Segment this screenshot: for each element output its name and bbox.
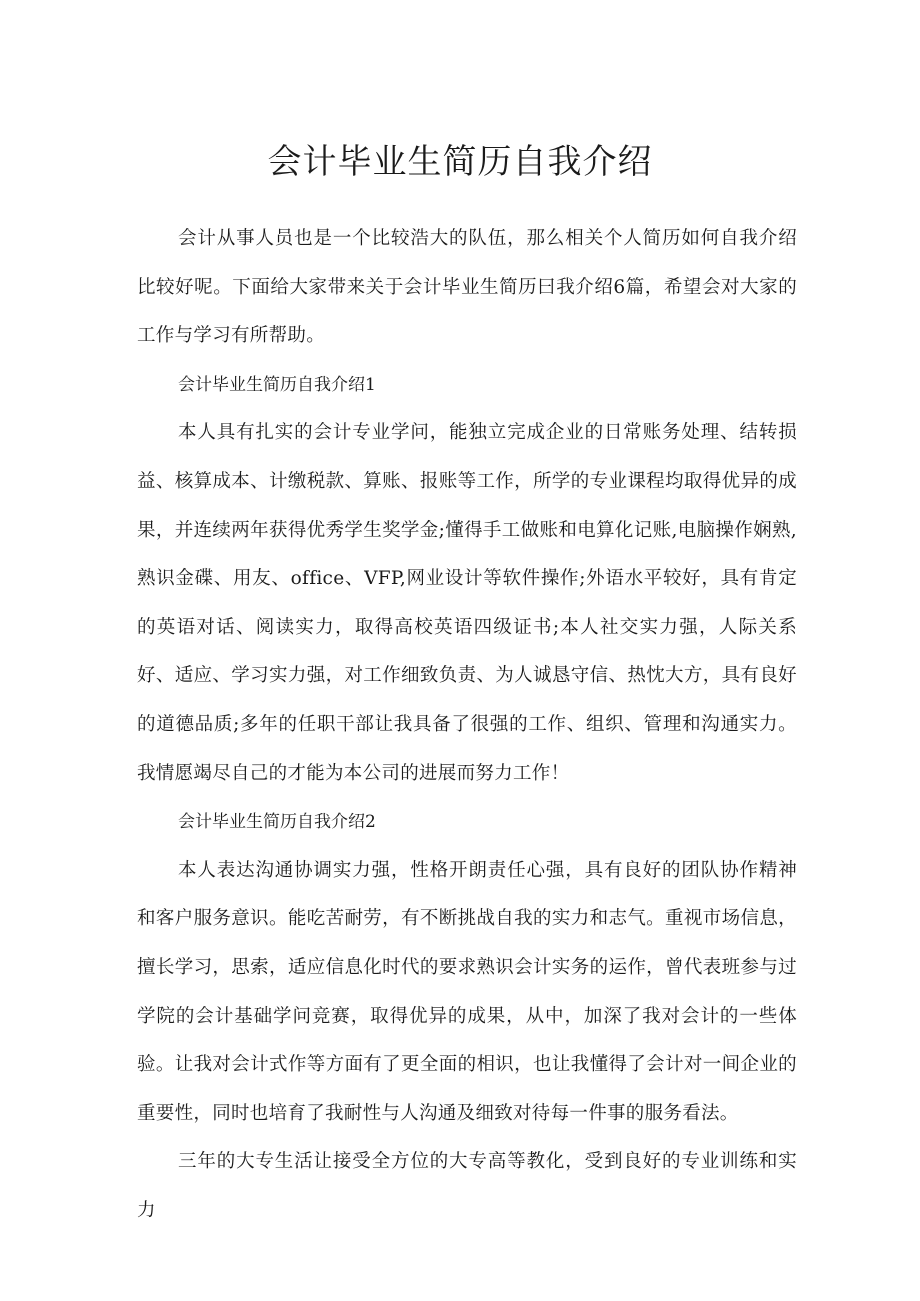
- intro-paragraph: 会计从事人员也是一个比较浩大的队伍，那么相关个人简历如何自我介绍比较好呢。下面给大家带来关于会计毕业生简历曰我介绍6篇，希望会对大家的工作与学习有所帮助。: [137, 228, 797, 347]
- section-heading-2: 会计毕业生简历自我介绍2: [178, 812, 376, 833]
- section-heading-1: 会计毕业生简历自我介绍1: [178, 374, 376, 395]
- section-2-paragraph-2: 三年的大专生活让接受全方位的大专高等教化，受到良好的专业训练和实力: [137, 1151, 797, 1221]
- document-body: [137, 215, 797, 1235]
- section-1-paragraph: 本人具有扎实的会计专业学问，能独立完成企业的日常账务处理、结转损益、核算成本、计缴税款、算账、报账等工作，所学的专业课程均取得优异的成果，并连续两年获得优秀学生奖学金;懂得手工做账和电算化记账,电脑操作娴熟,熟识金碟、用友、office、VFP,网业设计等软件操作;外语水平较好，具有肯定的英语对话、阅读实力，取得高校英语四级证书;本人社交实力强，人际关系好、适应、学习实力强，对工作细致负责、为人诚恳守信、热忱大方，具有良好的道德品质;多年的任职干部让我具备了很强的工作、组织、管理和沟通实力。我情愿竭尽自己的才能为本公司的进展而努力工作！: [137, 422, 797, 784]
- section-2-paragraph-1: 本人表达沟通协调实力强，性格开朗责任心强，具有良好的团队协作精神和客户服务意识。能吃苦耐劳，有不断挑战自我的实力和志气。重视市场信息，擅长学习，思索，适应信息化时代的要求熟识会计实务的运作，曾代表班参与过学院的会计基础学问竞赛，取得优异的成果，从中，加深了我对会计的一些体验。让我对会计式作等方面有了更全面的相识，也让我懂得了会计对一间企业的重要性，同时也培育了我耐性与人沟通及细致对待每一件事的服务看法。: [137, 859, 797, 1124]
- document-title: 会计毕业生简历自我介绍: [267, 142, 653, 182]
